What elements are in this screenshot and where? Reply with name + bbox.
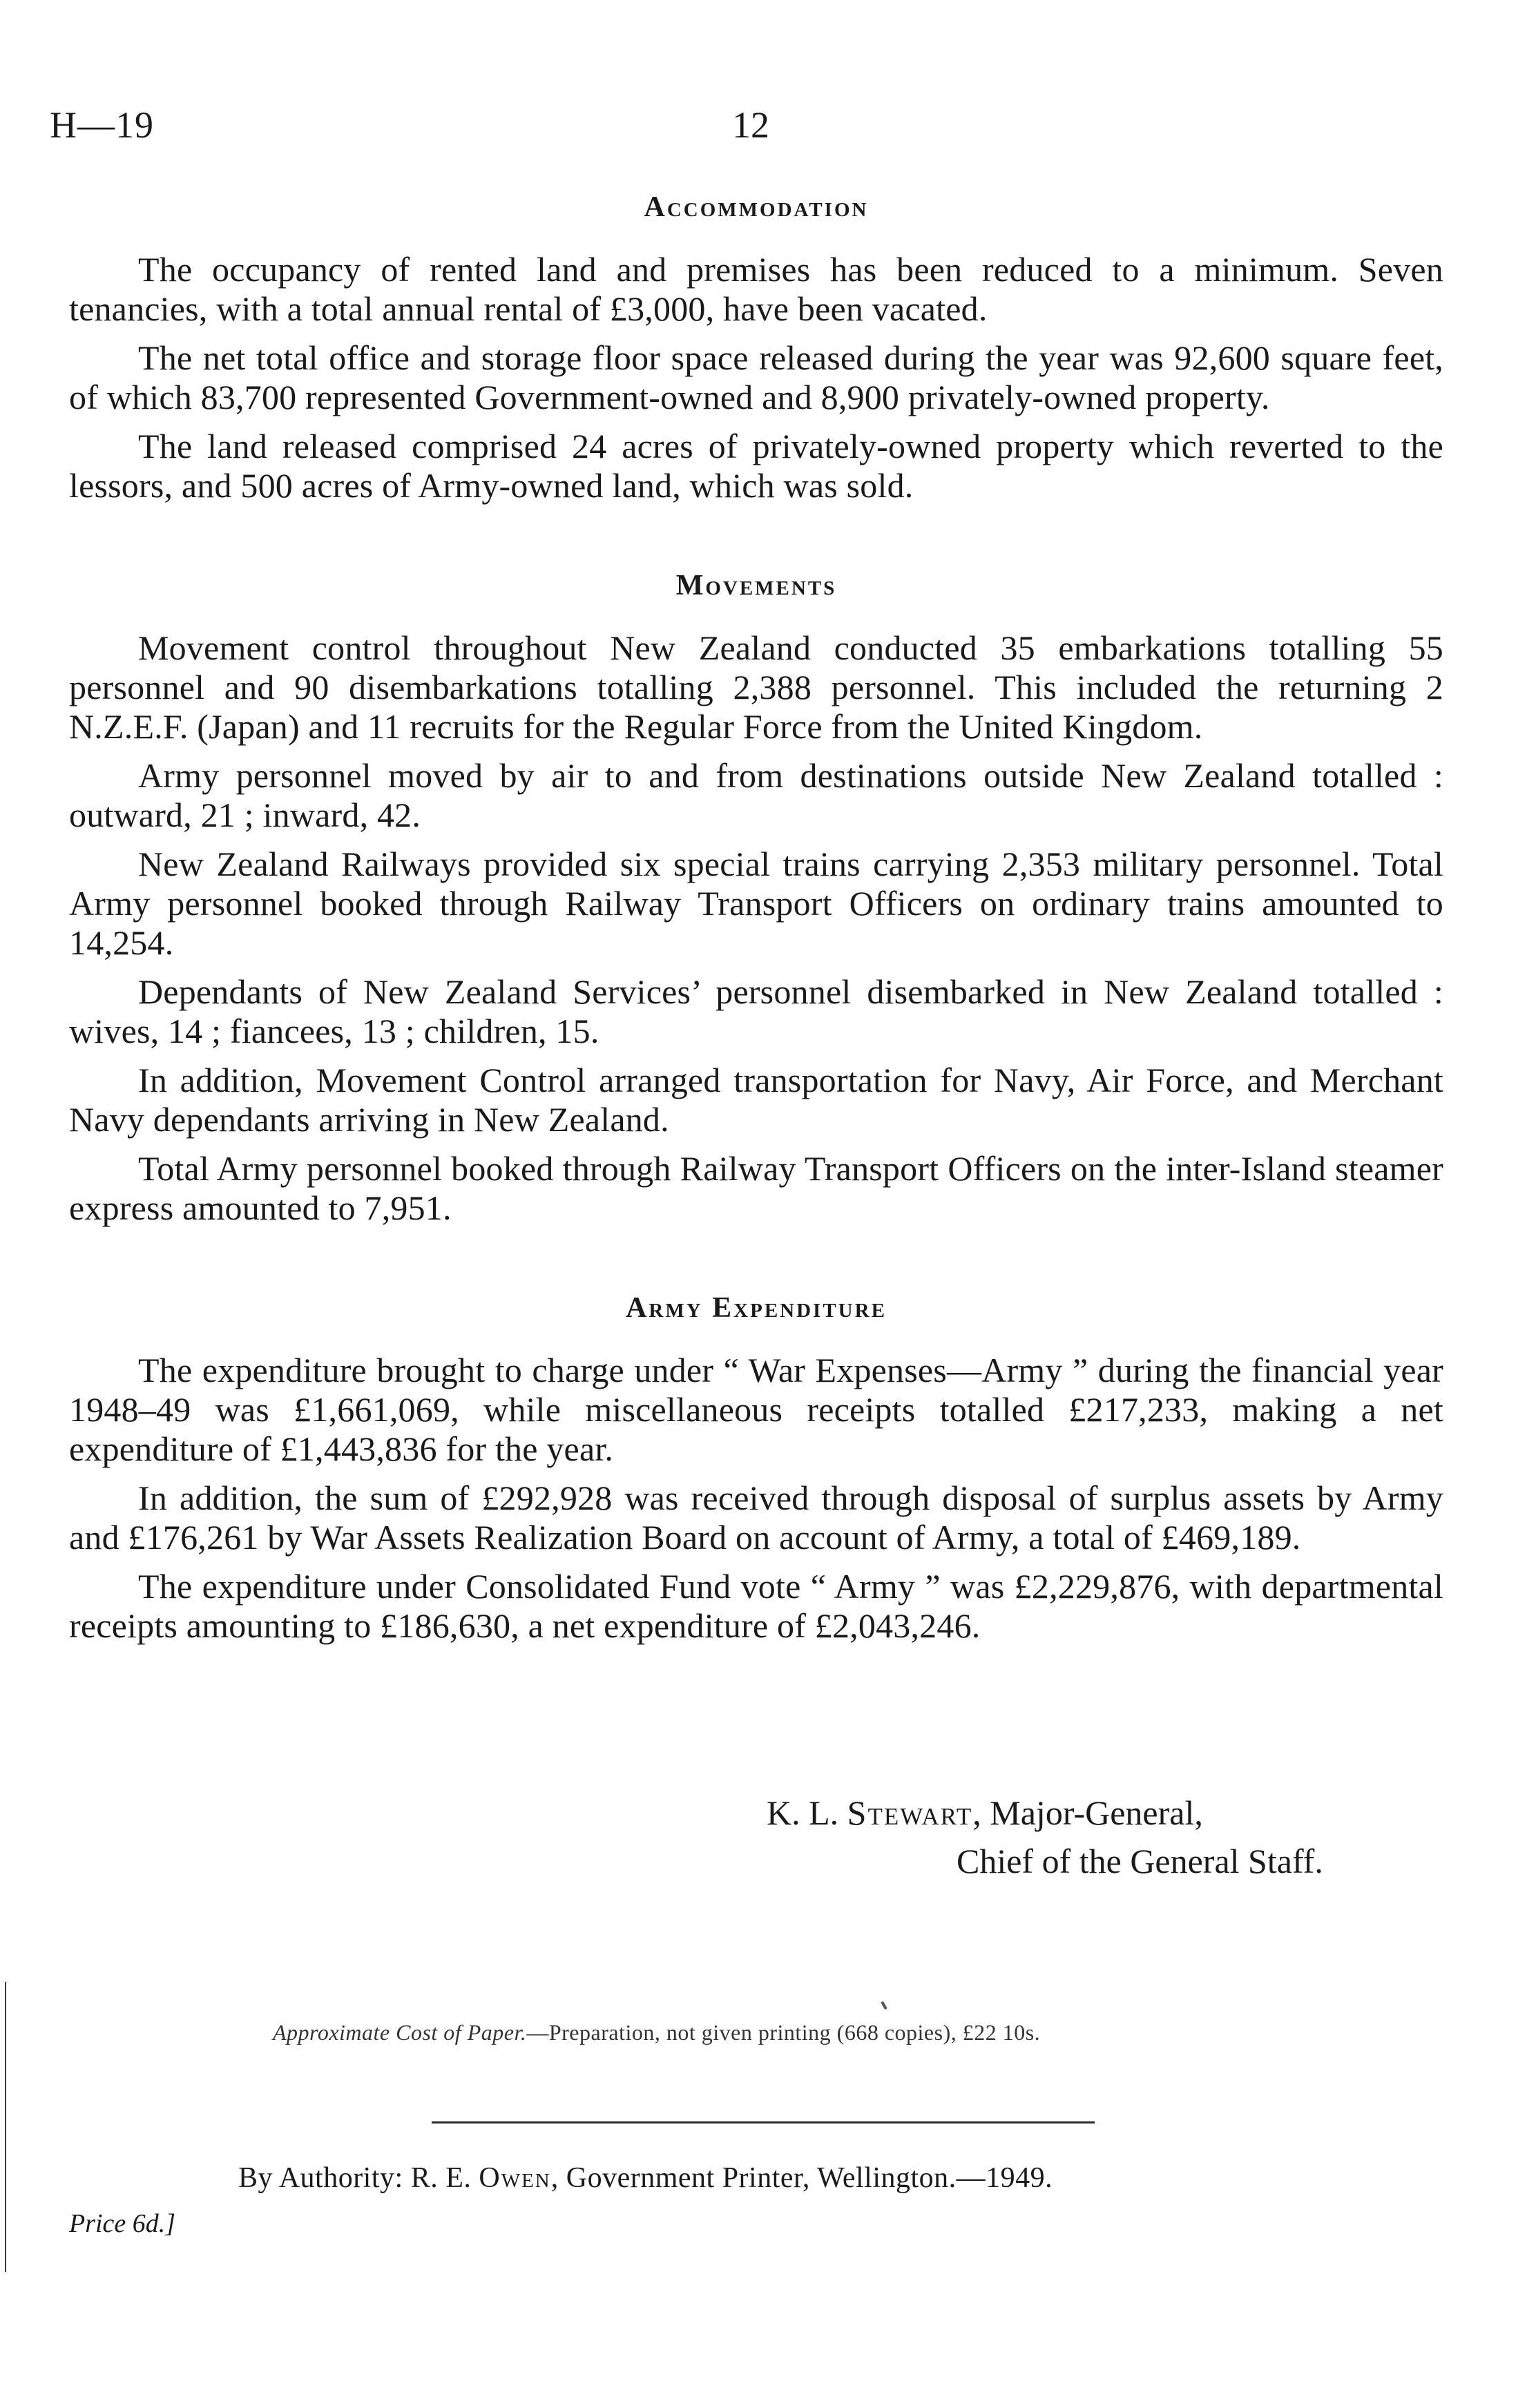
section-accommodation: [69, 186, 1443, 505]
stray-mark: [881, 2001, 887, 2010]
signature-surname: Stewart: [847, 1793, 973, 1832]
binding-edge-line: [5, 1982, 6, 2272]
printer-initials: R. E.: [410, 2162, 472, 2194]
paragraph: The expenditure brought to charge under “ War Expenses—Army ” during the financial year 1948–49 was £1,661,069, while miscellaneous receipts totalled £217,233, making a net expenditure of £1,443,836 for the year.: [69, 1351, 1443, 1468]
document-body: [69, 186, 1443, 1655]
section-heading: Accommodation: [644, 191, 869, 223]
signature-title: Chief of the General Staff.: [957, 1842, 1323, 1880]
section-army-expenditure: [69, 1287, 1443, 1646]
paragraph: The land released comprised 24 acres of privately-owned property which reverted to the lessors, and 500 acres of Army-owned land, which was sold.: [69, 427, 1443, 505]
cost-of-paper-note: [273, 2020, 1040, 2045]
paragraph: Movement control throughout New Zealand conducted 35 embarkations totalling 55 personnel and 90 disembarkations totalling 2,388 personnel. This included the returning 2 N.Z.E.F. (Japan) and 11 recruits for the Regular Force from the United Kingdom.: [69, 628, 1443, 746]
signature-rank: , Major-General,: [972, 1793, 1203, 1832]
printer-suffix: , Government Printer, Wellington.—1949.: [550, 2162, 1053, 2194]
authority-line: [238, 2161, 1053, 2195]
page-number: 12: [732, 104, 769, 146]
section-heading: Army Expenditure: [626, 1292, 887, 1324]
paragraph: Dependants of New Zealand Services’ personnel disembarked in New Zealand totalled : wives, 14 ; fiancees, 13 ; children, 15.: [69, 972, 1443, 1050]
signature-initials: K. L.: [767, 1793, 839, 1832]
cost-label: Approximate Cost of Paper.: [273, 2020, 527, 2045]
paragraph: The net total office and storage floor space released during the year was 92,600 square feet, of which 83,700 represented Government-owned and 8,900 privately-owned property.: [69, 338, 1443, 416]
printer-surname: Owen: [479, 2162, 551, 2194]
paragraph: The expenditure under Consolidated Fund vote “ Army ” was £2,229,876, with departmental receipts amounting to £186,630, a net expenditure of £2,043,246.: [69, 1567, 1443, 1645]
signature-name: [767, 1792, 1203, 1833]
paragraph: The occupancy of rented land and premises has been reduced to a minimum. Seven tenancies, with a total annual rental of £3,000, have been vacated.: [69, 250, 1443, 328]
cost-text: —Preparation, not given printing (668 copies), £22 10s.: [526, 2020, 1041, 2045]
paragraph: New Zealand Railways provided six special trains carrying 2,353 military personnel. Total Army personnel booked through Railway Transport Officers on ordinary trains amounted to 14,254.: [69, 845, 1443, 962]
document-reference: H—19: [50, 104, 154, 146]
paragraph: In addition, Movement Control arranged transportation for Navy, Air Force, and Merchant Navy dependants arriving in New Zealand.: [69, 1061, 1443, 1139]
footer-divider: [432, 2121, 1095, 2123]
paragraph: Army personnel moved by air to and from destinations outside New Zealand totalled : outward, 21 ; inward, 42.: [69, 756, 1443, 834]
authority-prefix: By Authority:: [238, 2162, 403, 2194]
paragraph: Total Army personnel booked through Railway Transport Officers on the inter-Island steamer express amounted to 7,951.: [69, 1149, 1443, 1227]
price-note: Price 6d.]: [69, 2209, 176, 2238]
section-heading: Movements: [675, 570, 837, 601]
paragraph: In addition, the sum of £292,928 was received through disposal of surplus assets by Army and £176,261 by War Assets Realization Board on account of Army, a total of £469,189.: [69, 1478, 1443, 1557]
section-movements: [69, 565, 1443, 1228]
